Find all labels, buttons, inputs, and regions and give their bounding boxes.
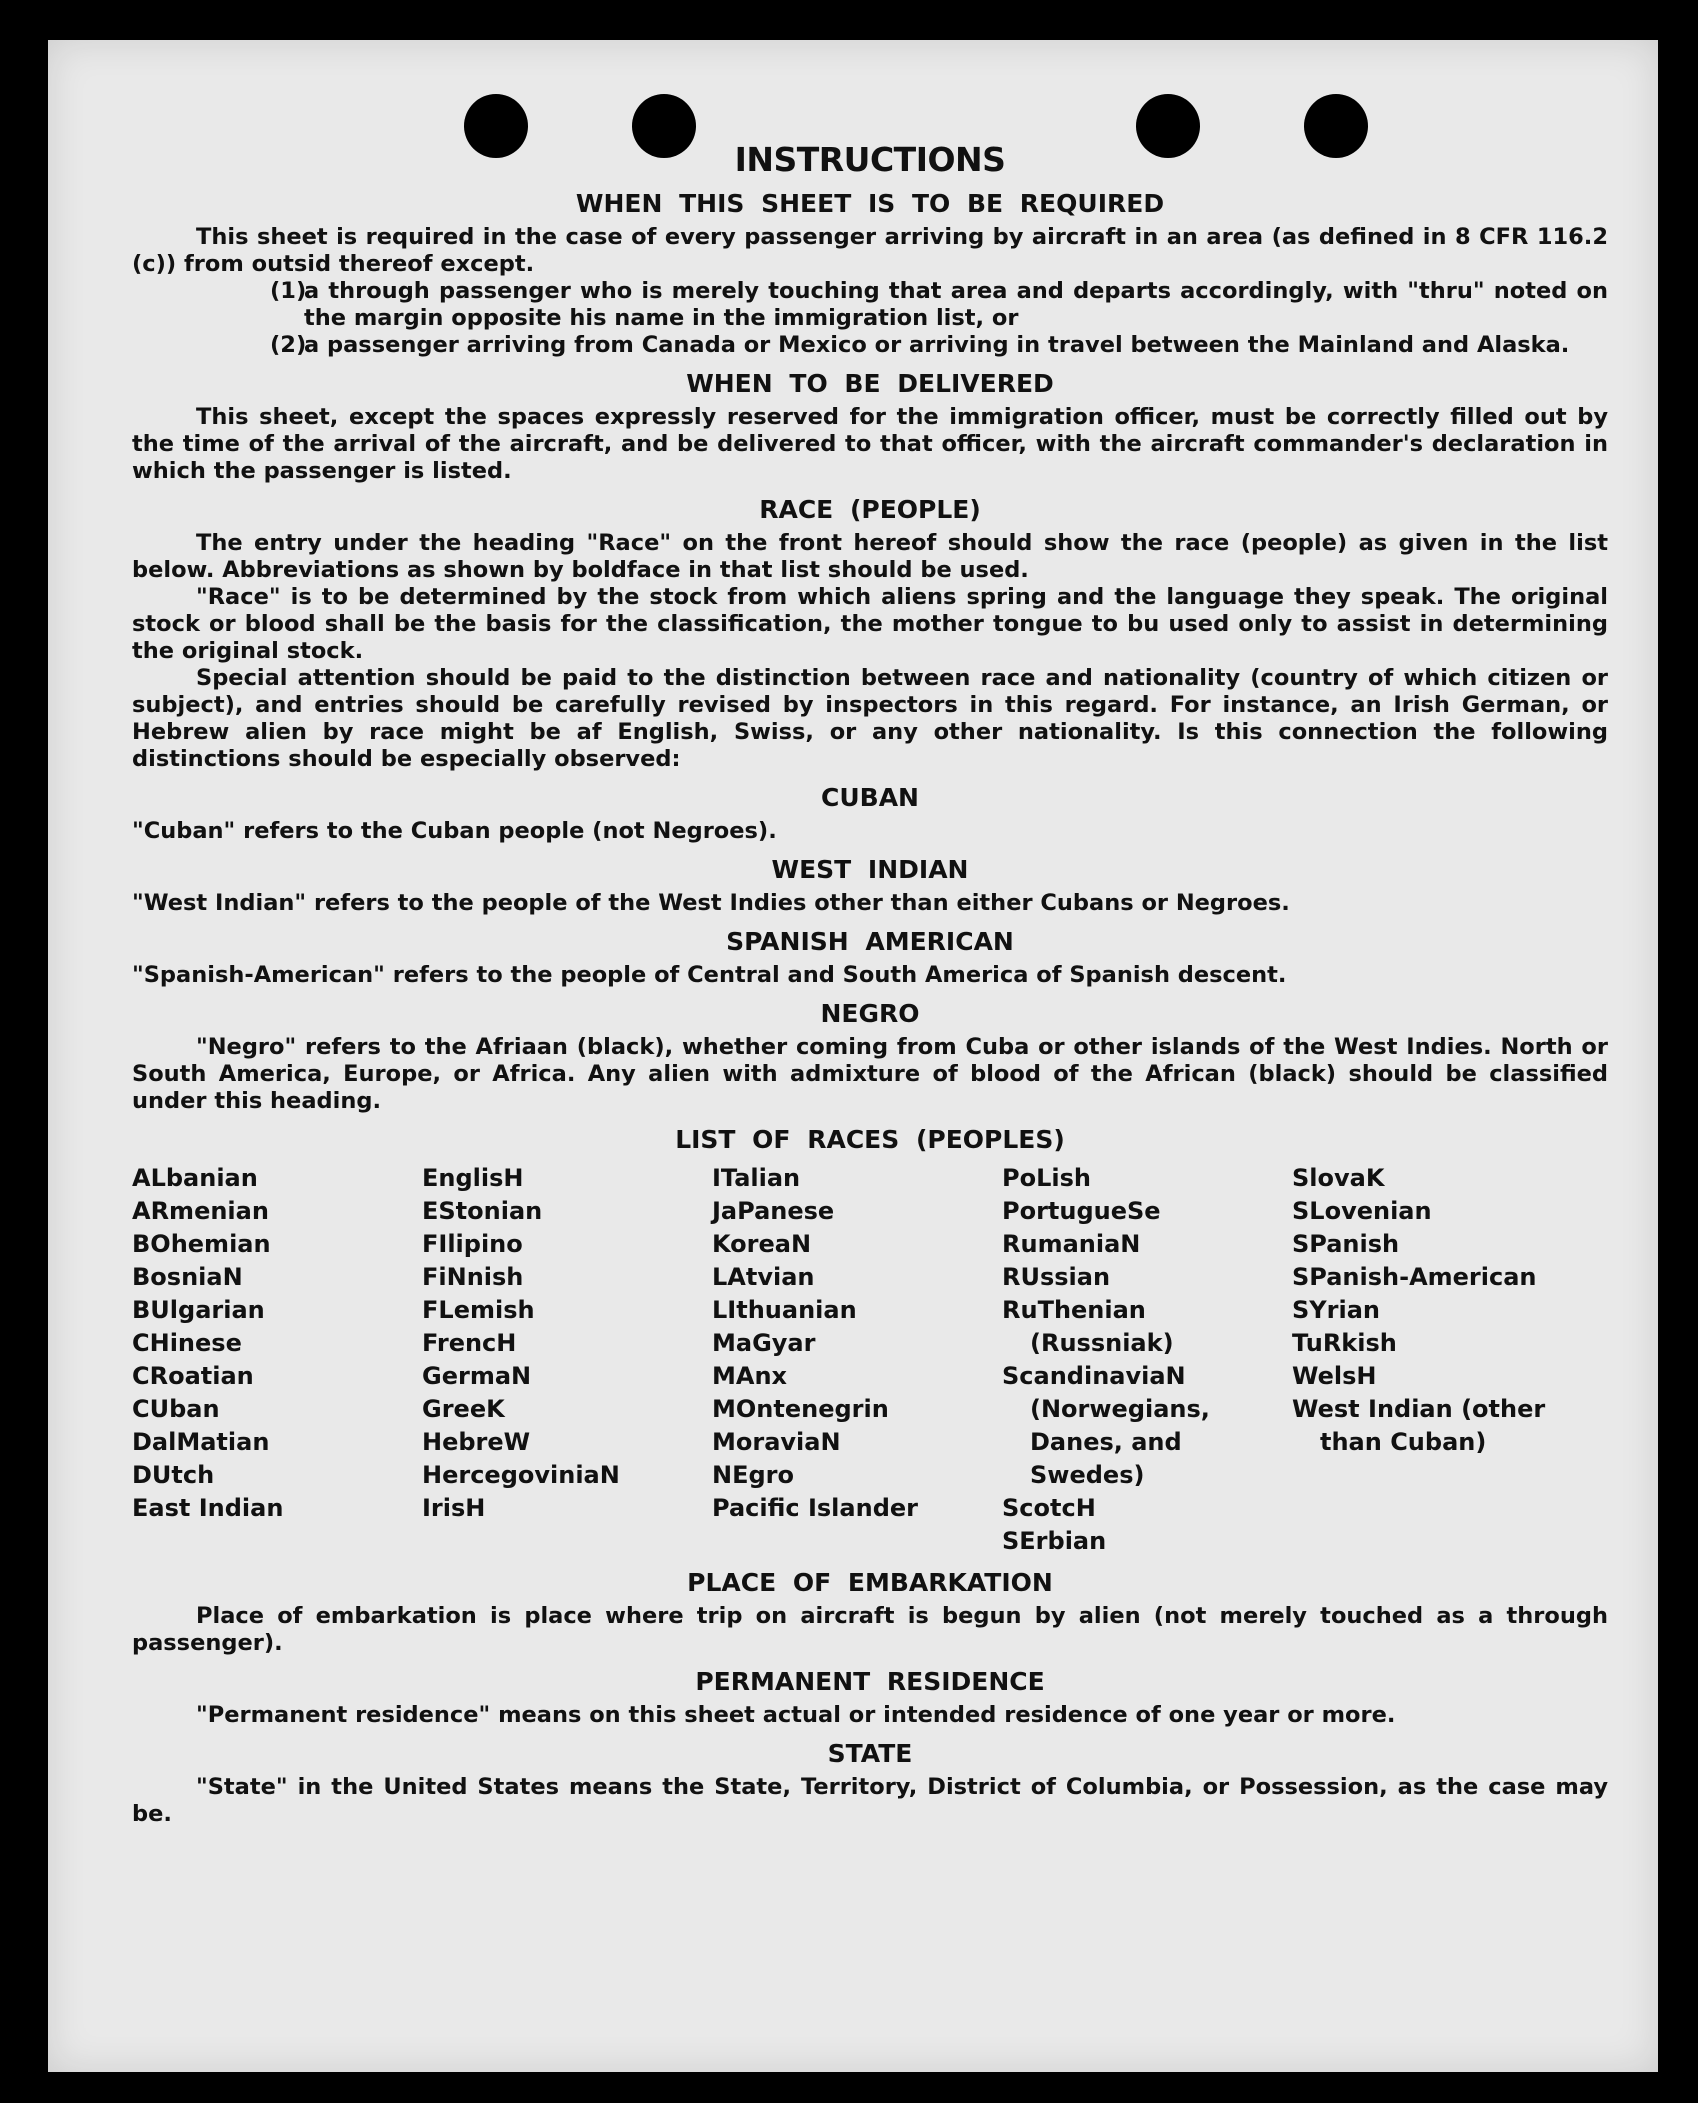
item-text: a passenger arriving from Canada or Mexico or arriving in travel between the Mainland and Alaska.: [304, 332, 1570, 358]
heading-west-indian: WEST INDIAN: [771, 855, 969, 884]
race-item: West Indian (other than Cuban): [1292, 1395, 1546, 1456]
paragraph-spanish-american: "Spanish-American" refers to the people of Central and South America of Spanish descent.: [132, 962, 1287, 988]
races-column: [422, 1162, 712, 1558]
heading-race: RACE (PEOPLE): [759, 495, 981, 524]
race-item: DalMatian: [132, 1428, 270, 1456]
document-sheet: [48, 40, 1658, 2072]
race-item: MOntenegrin: [712, 1395, 889, 1423]
race-item: HercegoviniaN: [422, 1461, 620, 1489]
race-item: BOhemian: [132, 1230, 271, 1258]
race-item: WelsH: [1292, 1362, 1377, 1390]
race-item: RumaniaN: [1002, 1230, 1141, 1258]
page-title: INSTRUCTIONS: [734, 140, 1006, 179]
race-item: East Indian: [132, 1494, 284, 1522]
race-item: SYrian: [1292, 1296, 1381, 1324]
list-item: [270, 278, 1608, 332]
race-item: MaGyar: [712, 1329, 816, 1357]
paragraph-state: "State" in the United States means the State, Territory, District of Columbia, or Possession, as the case may be.: [132, 1774, 1608, 1827]
race-item: SlovaK: [1292, 1164, 1385, 1192]
paragraph-residence: "Permanent residence" means on this sheet actual or intended residence of one year or more.: [196, 1702, 1396, 1728]
race-item: RuThenian (Russniak): [1002, 1296, 1174, 1357]
heading-list-of-races: LIST OF RACES (PEOPLES): [675, 1125, 1065, 1154]
race-item: BosniaN: [132, 1263, 243, 1291]
paragraph-west-indian: "West Indian" refers to the people of the West Indies other than either Cubans or Negroes.: [132, 890, 1290, 916]
paragraph-embarkation: Place of embarkation is place where trip on aircraft is begun by alien (not merely touched as a through passenger).: [132, 1603, 1608, 1656]
race-item: PoLish: [1002, 1164, 1091, 1192]
race-item: KoreaN: [712, 1230, 812, 1258]
race-item: SErbian: [1002, 1527, 1107, 1555]
race-item: FiNnish: [422, 1263, 524, 1291]
instructions-content: [132, 140, 1608, 1828]
heading-residence: PERMANENT RESIDENCE: [695, 1667, 1045, 1696]
race-item: HebreW: [422, 1428, 531, 1456]
paragraph-required: This sheet is required in the case of every passenger arriving by aircraft in an area (as defined in 8 CFR 116.2 (c)) from outsid thereof except.: [132, 224, 1608, 277]
race-item: FrencH: [422, 1329, 517, 1357]
heading-embarkation: PLACE OF EMBARKATION: [687, 1568, 1053, 1597]
heading-delivered: WHEN TO BE DELIVERED: [686, 369, 1054, 398]
race-item: ScandinaviaN (Norwegians, Danes, and Swedes): [1002, 1362, 1210, 1489]
race-item: PortugueSe: [1002, 1197, 1161, 1225]
heading-cuban: CUBAN: [821, 783, 919, 812]
races-column: [1002, 1162, 1292, 1558]
race-item: EnglisH: [422, 1164, 524, 1192]
paragraph-negro: "Negro" refers to the Afriaan (black), whether coming from Cuba or other islands of the West Indies. North or South America, Europe, or Africa. Any alien with admixture of blood of the African (black) should be classified under this heading.: [132, 1034, 1608, 1114]
race-item: SPanish-American: [1292, 1263, 1537, 1291]
race-item: CHinese: [132, 1329, 242, 1357]
paragraph-delivered: This sheet, except the spaces expressly reserved for the immigration officer, must be correctly filled out by the time of the arrival of the aircraft, and be delivered to that officer, with the aircraft commander's declaration in which the passenger is listed.: [132, 404, 1608, 484]
race-item: CRoatian: [132, 1362, 254, 1390]
race-item: MAnx: [712, 1362, 788, 1390]
races-column: [132, 1162, 422, 1558]
race-item: ITalian: [712, 1164, 801, 1192]
paragraph-cuban: "Cuban" refers to the Cuban people (not Negroes).: [132, 818, 777, 844]
race-item: LAtvian: [712, 1263, 815, 1291]
race-item: IrisH: [422, 1494, 486, 1522]
race-item: TuRkish: [1292, 1329, 1397, 1357]
race-item: ALbanian: [132, 1164, 258, 1192]
race-item: FLemish: [422, 1296, 535, 1324]
paragraph-race-1: The entry under the heading "Race" on the front hereof should show the race (people) as given in the list below. Abbreviations as shown by boldface in that list should be used.: [132, 530, 1608, 583]
races-list: [132, 1162, 1608, 1558]
paragraph-race-3: Special attention should be paid to the distinction between race and nationality (country of which citizen or subject), and entries should be carefully revised by inspectors in this regard. For instance, an Irish German, or Hebrew alien by race might be af English, Swiss, or any other nationality. Is this connection the following distinctions should be especially observed:: [132, 665, 1608, 772]
item-number: (1): [270, 278, 307, 304]
race-item: JaPanese: [712, 1197, 835, 1225]
race-item: RUssian: [1002, 1263, 1111, 1291]
list-item: [270, 332, 1608, 359]
race-item: Pacific Islander: [712, 1494, 918, 1522]
race-item: MoraviaN: [712, 1428, 841, 1456]
race-item: ARmenian: [132, 1197, 269, 1225]
race-item: GreeK: [422, 1395, 505, 1423]
heading-state: STATE: [827, 1739, 913, 1768]
races-column: [712, 1162, 1002, 1558]
heading-negro: NEGRO: [820, 999, 920, 1028]
heading-spanish-american: SPANISH AMERICAN: [726, 927, 1014, 956]
race-item: SPanish: [1292, 1230, 1400, 1258]
race-item: GermaN: [422, 1362, 532, 1390]
item-number: (2): [270, 332, 307, 358]
race-item: EStonian: [422, 1197, 543, 1225]
race-item: CUban: [132, 1395, 220, 1423]
race-item: LIthuanian: [712, 1296, 857, 1324]
races-column: [1292, 1162, 1588, 1558]
race-item: BUlgarian: [132, 1296, 265, 1324]
heading-required: WHEN THIS SHEET IS TO BE REQUIRED: [575, 189, 1165, 218]
race-item: FIlipino: [422, 1230, 523, 1258]
paragraph-race-2: "Race" is to be determined by the stock from which aliens spring and the language they speak. The original stock or blood shall be the basis for the classification, the mother tongue to bu used only to assist in determining the original stock.: [132, 584, 1608, 664]
race-item: NEgro: [712, 1461, 794, 1489]
race-item: ScotcH: [1002, 1494, 1096, 1522]
race-item: SLovenian: [1292, 1197, 1432, 1225]
race-item: DUtch: [132, 1461, 215, 1489]
item-text: a through passenger who is merely touching that area and departs accordingly, with "thru" noted on the margin opposite his name in the immigration list, or: [304, 278, 1608, 331]
